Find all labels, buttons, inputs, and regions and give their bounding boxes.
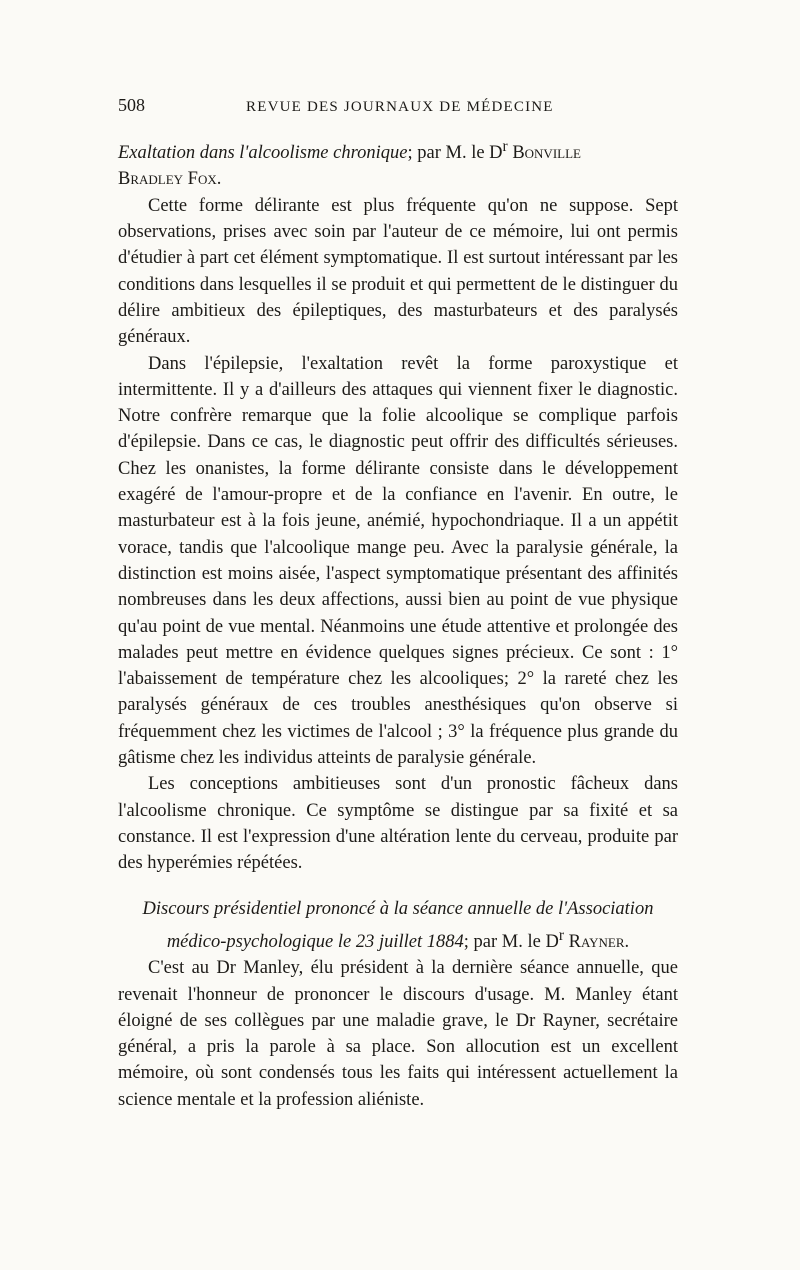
article-2-byline: ; par M. le D (463, 931, 559, 952)
article-1-author: Bonville (512, 143, 581, 164)
article-2-paragraph-1: C'est au Dr Manley, élu président à la dernière séance annuelle, que revenait l'honneur de prononcer le discours d'usage. M. Manley étant éloigné de ses collègues par une maladie grave, le Dr Rayner, secrétaire général, a pris la parole à sa place. Son allocution est un excellent mémoire, où sont condensés tous les faits qui intéressent actuellement la science mentale et la profession aliéniste. (118, 958, 678, 1110)
article-1-paragraph-2: Dans l'épilepsie, l'exaltation revêt la forme paroxystique et intermittente. Il y a d'ailleurs des attaques qui viennent fixer le diagnostic. Notre confrère remarque que la folie alcoolique se complique parfois d'épilepsie. Dans ce cas, le diagnostic peut offrir des difficultés sérieuses. Chez les onanistes, la forme délirante consiste dans le développement exagéré de l'amour-propre et de la confiance en l'avenir. En outre, le masturbateur est à la fois jeune, anémié, hypochondriaque. Il a un appétit vorace, tandis que l'alcoolique mange peu. Avec la paralysie générale, la distinction est moins aisée, l'aspect symptomatique présentant des affinités nombreuses dans les deux affections, aussi bien au point de vue physique qu'au point de vue mental. Néanmoins une étude attentive et prolongée des malades peut mettre en évidence quelques signes précieux. Ce sont : 1° l'abaissement de température chez les alcooliques; 2° la rareté chez les paralysés généraux de ces troubles anesthésiques qu'on observe si fréquemment chez les victimes de l'alcool ; 3° la fréquence plus grande du gâtisme chez les individus atteints de paralysie générale. (118, 353, 678, 768)
article-1-byline-sup: r (502, 138, 508, 155)
article-1-title: Exaltation dans l'alcoolisme chronique (118, 143, 408, 164)
article-1-author-cont: Bradley Fox (118, 169, 217, 190)
article-2-author-end: . (624, 931, 630, 952)
article-2 (118, 896, 678, 1113)
article-1-paragraph-3: Les conceptions ambitieuses sont d'un pronostic fâcheux dans l'alcoolisme chronique. Ce symptôme se distingue par sa fixité et sa constance. Il est l'expression d'une altération lente du cerveau, produite par des hyperémies répétées. (118, 774, 678, 874)
article-2-title: Discours présidentiel prononcé à la séance annuelle de l'Association (142, 899, 654, 920)
page-number: 508 (118, 95, 145, 115)
journal-title: REVUE DES JOURNAUX DE MÉDECINE (246, 99, 554, 115)
article-2-byline-sup: r (558, 926, 564, 944)
article-1-byline: ; par M. le D (407, 143, 503, 164)
article-1-author-end: . (216, 169, 222, 190)
article-1-paragraph-1: Cette forme délirante est plus fréquente qu'on ne suppose. Sept observations, prises avec soin par l'auteur de ce mémoire, lui ont permis d'étudier à part cet élément symptomatique. Il est surtout intéressant par les conditions dans lesquelles il se produit et qui permettent de le distinguer du délire ambitieux des épileptiques, des masturbateurs et des paralysés généraux. (118, 195, 678, 348)
article-2-author: Rayner (568, 931, 625, 952)
article-1 (118, 134, 678, 876)
article-2-heading (118, 896, 678, 955)
article-2-title-cont: médico-psychologique le 23 juillet 1884 (166, 931, 464, 952)
running-header (118, 92, 678, 122)
document-page (118, 92, 678, 1113)
article-1-heading (118, 134, 678, 193)
